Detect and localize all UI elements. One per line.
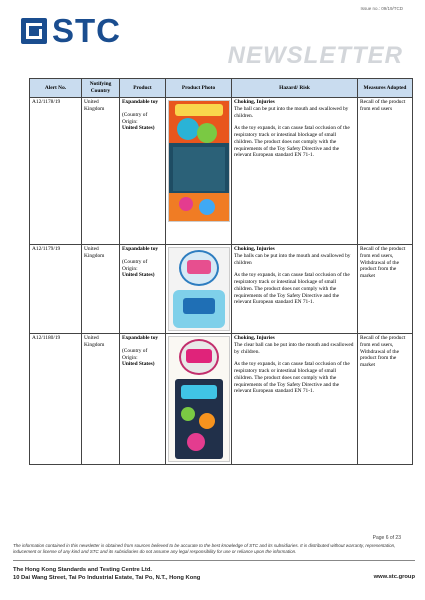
product-name: Expandable toy — [122, 246, 159, 252]
notifying-country: United Kingdom — [82, 334, 120, 465]
expandable-balls-container-photo — [168, 247, 230, 331]
header-product: Product — [120, 79, 166, 98]
table-header-row — [30, 79, 413, 98]
stc-logo-icon — [21, 18, 47, 44]
header-notifying-country: Notifying Country — [82, 79, 120, 98]
hazard-description: The clear ball can be put into the mouth and swallowed by children. — [234, 341, 354, 355]
origin-value: United States) — [122, 272, 155, 279]
alerts-table — [29, 78, 413, 465]
hazard-description: The ball can be put into the mouth and swallowed by children. — [234, 105, 349, 119]
alert-no: A12/1179/19 — [30, 245, 82, 334]
footer-address: 10 Dai Wang Street, Tai Po Industrial Estate, Tai Po, N.T., Hong Kong — [13, 574, 201, 581]
logo-text: STC — [52, 12, 121, 49]
origin-value: United States) — [122, 125, 155, 132]
newsletter-title: NEWSLETTER — [227, 42, 403, 69]
origin-label: (Country of Origin: — [122, 111, 148, 125]
product-photo-cell — [166, 334, 232, 465]
product-cell — [120, 245, 166, 334]
spit-balls-package-photo — [168, 336, 230, 462]
stc-logo — [21, 12, 121, 49]
origin-label: (Country of Origin: — [122, 347, 148, 361]
header-measures-adopted: Measures Adopted — [358, 79, 413, 98]
product-photo-cell — [166, 98, 232, 245]
hazard-cell — [232, 98, 358, 245]
measures-adopted: Recall of the product from end users — [358, 98, 413, 245]
product-name: Expandable toy — [122, 99, 159, 105]
alert-no: A12/1180/19 — [30, 334, 82, 465]
table-row — [30, 98, 413, 245]
product-name: Expandable toy — [122, 335, 159, 341]
header-hazard-risk: Hazard/ Risk — [232, 79, 358, 98]
disclaimer: The information contained in this newsletter is obtained from sources believed to be accurate to the best knowledge of STC and its subsidiaries. It is distributed without warranty, representation, inducement or license of any kind and STC and its subsidiaries do not assume any legal responsibility for use or reliance upon the information. — [13, 543, 396, 554]
table-row — [30, 334, 413, 465]
hazard-detail: As the toy expands, it can cause fatal occlusion of the respiratory track or intestinal blockage of small children. The product does not comply with the requirements of the Toy Safety Directive and the relevant European standard EN 71-1. — [234, 125, 350, 159]
footer — [13, 567, 415, 583]
footer-website[interactable]: www.stc.group — [373, 574, 415, 580]
product-cell — [120, 98, 166, 245]
notifying-country: United Kingdom — [82, 98, 120, 245]
hazard-detail: As the toy expands, it can cause fatal occlusion of the respiratory track or intestinal blockage of small children. The product does not comply with the requirements of the Toy Safety Directive and the relevant European standard EN 71-1. — [234, 361, 350, 395]
hazard-title: Choking, Injuries — [234, 99, 275, 105]
footer-divider — [13, 560, 415, 561]
origin-value: United States) — [122, 361, 155, 368]
table-row — [30, 245, 413, 334]
product-photo-cell — [166, 245, 232, 334]
hazard-title: Choking, Injuries — [234, 246, 275, 252]
origin-label: (Country of Origin: — [122, 258, 148, 272]
hazard-detail: As the toy expands, it can cause fatal occlusion of the respiratory track or intestinal blockage of small children. The product does not comply with the requirements of the Toy Safety Directive and the relevant European standard EN 71-1. — [234, 272, 350, 306]
notifying-country: United Kingdom — [82, 245, 120, 334]
hazard-cell — [232, 334, 358, 465]
header-alert-no: Alert No. — [30, 79, 82, 98]
measures-adopted: Recall of the product from end users, Withdrawal of the product from the market — [358, 334, 413, 465]
measures-adopted: Recall of the product from end users, Withdrawal of the product from the market — [358, 245, 413, 334]
hazard-cell — [232, 245, 358, 334]
issue-number: Issue no.: 09/19/TCD — [360, 6, 403, 11]
spider-balls-package-photo — [168, 100, 230, 222]
alert-no: A12/1178/19 — [30, 98, 82, 245]
hazard-description: The balls can be put into the mouth and swallowed by children — [234, 252, 351, 266]
hazard-title: Choking, Injuries — [234, 335, 275, 341]
header-product-photo: Product Photo — [166, 79, 232, 98]
page-number: Page 6 of 23 — [372, 535, 401, 541]
footer-company: The Hong Kong Standards and Testing Centre Ltd. — [13, 567, 153, 573]
product-cell — [120, 334, 166, 465]
